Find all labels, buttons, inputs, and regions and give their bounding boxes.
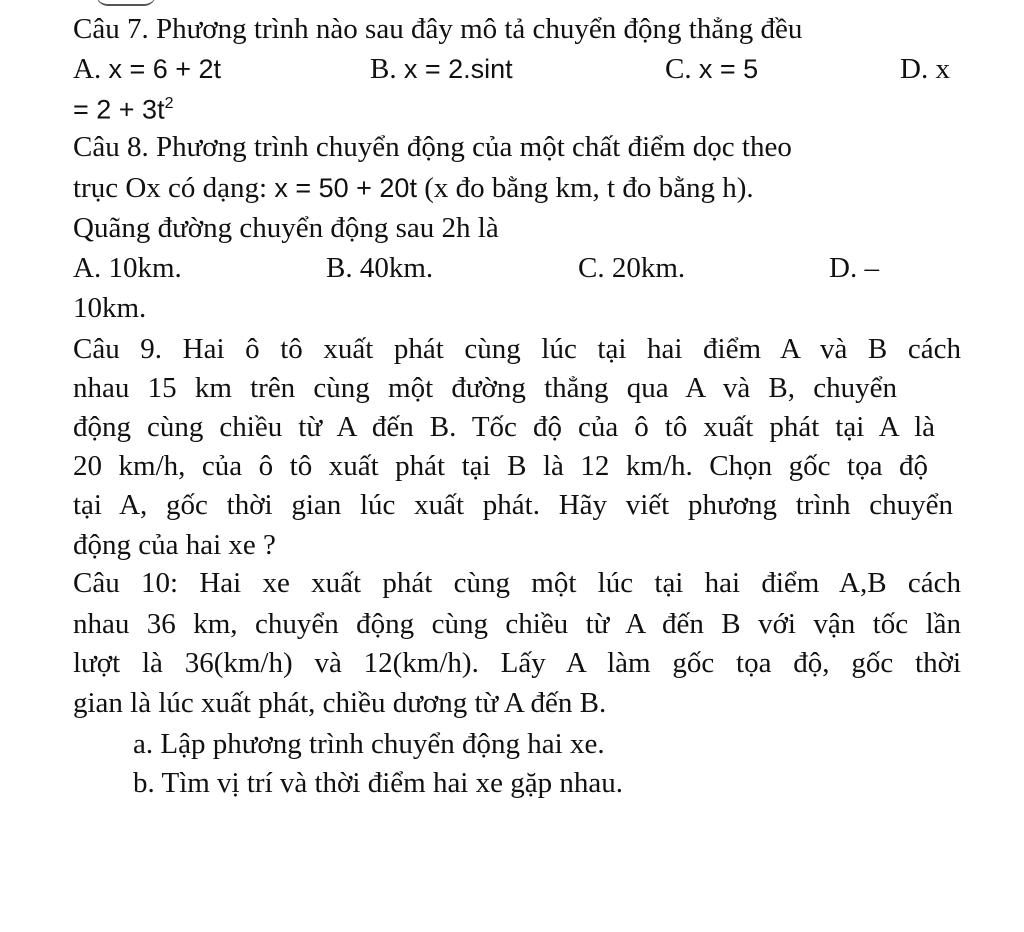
q10-sub-b: b. Tìm vị trí và thời điểm hai xe gặp nhau. <box>133 767 623 799</box>
q10-line-2: nhau 36 km, chuyển động cùng chiều từ A đến B với vận tốc lần <box>73 608 961 640</box>
q10-line-4: gian là lúc xuất phát, chiều dương từ A đến B. <box>73 687 607 719</box>
q8-line-1: Câu 8. Phương trình chuyển động của một chất điểm dọc theo <box>73 131 792 163</box>
q8-option-c: C. 20km. <box>578 252 686 284</box>
q10-line-3: lượt là 36(km/h) và 12(km/h). Lấy A làm gốc tọa độ, gốc thời <box>73 647 961 679</box>
q8-option-d-continued: 10km. <box>73 292 147 324</box>
q9-line-5: tại A, gốc thời gian lúc xuất phát. Hãy viết phương trình chuyển <box>73 489 953 521</box>
q8-option-d: D. – <box>829 252 879 284</box>
q7-option-a: A. x = 6 + 2t <box>73 53 222 85</box>
q9-line-3: động cùng chiều từ A đến B. Tốc độ của ô tô xuất phát tại A là <box>73 411 935 443</box>
q7-option-d-continued: = $2 + 3t^2$ <box>73 94 174 125</box>
q10-sub-a: a. Lập phương trình chuyển động hai xe. <box>133 728 605 760</box>
q7-title: Câu 7. Phương trình nào sau đây mô tả chuyển động thẳng đều <box>73 13 803 45</box>
cropped-handwriting-mark <box>96 0 156 6</box>
q8-line-2: trục Ox có dạng: x = 50 + 20t (x đo bằng km, t đo bằng h). <box>73 172 754 204</box>
q9-line-2: nhau 15 km trên cùng một đường thẳng qua A và B, chuyển <box>73 372 897 404</box>
q10-line-1: Câu 10: Hai xe xuất phát cùng một lúc tại hai điểm A,B cách <box>73 567 961 599</box>
q7-option-d: D. x <box>900 53 950 85</box>
q7-option-b: B. x = 2.sint <box>370 53 513 85</box>
q8-line-3: Quãng đường chuyển động sau 2h là <box>73 212 499 244</box>
q9-line-4: 20 km/h, của ô tô xuất phát tại B là 12 km/h. Chọn gốc tọa độ <box>73 450 928 482</box>
q8-option-b: B. 40km. <box>326 252 434 284</box>
q8-option-a: A. 10km. <box>73 252 182 284</box>
q9-line-6: động của hai xe ? <box>73 529 276 561</box>
q7-option-c: C. x = 5 <box>665 53 759 85</box>
q9-line-1: Câu 9. Hai ô tô xuất phát cùng lúc tại hai điểm A và B cách <box>73 333 961 365</box>
